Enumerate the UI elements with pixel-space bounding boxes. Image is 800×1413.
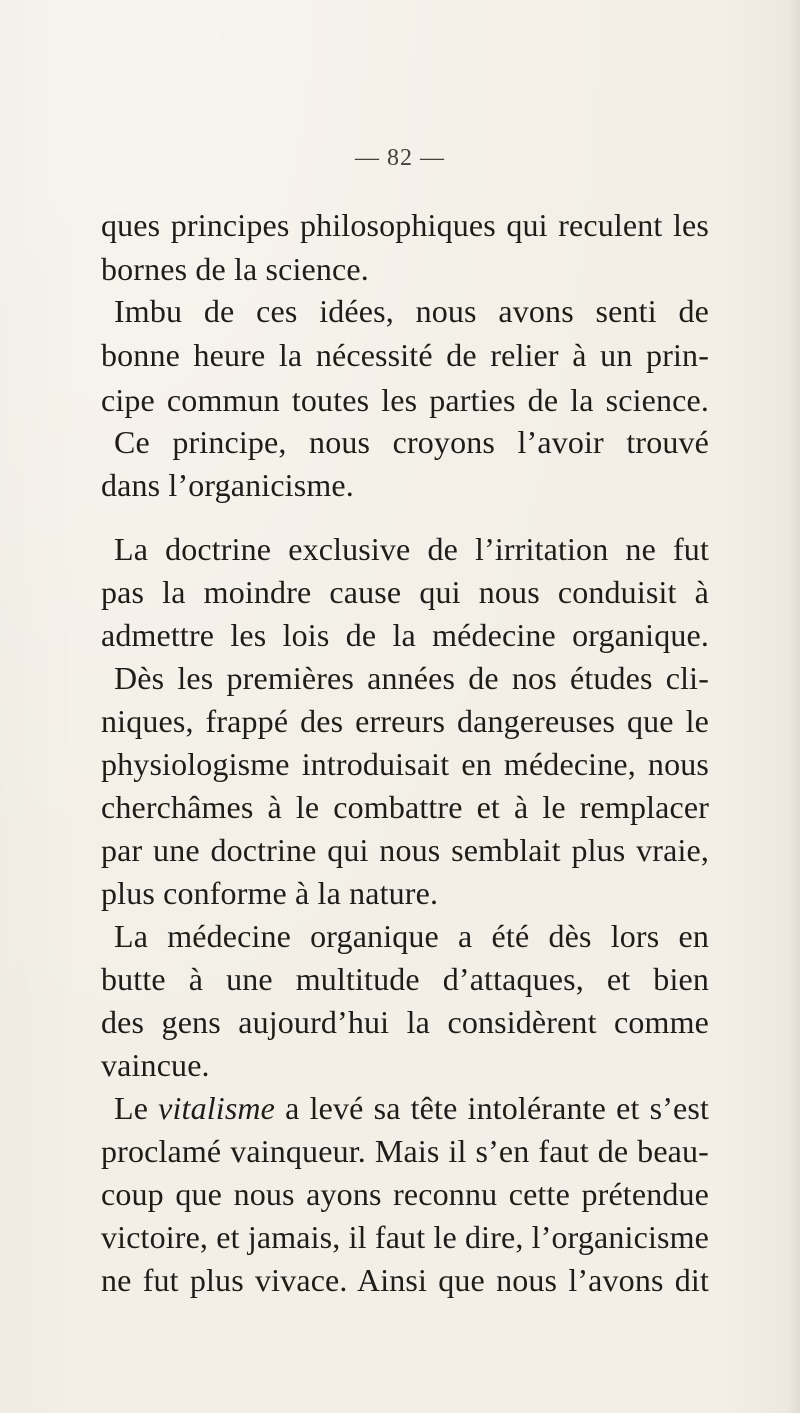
body-text-line-11: Dès les premières années de nos études cli- — [114, 660, 709, 696]
body-text-line-15: par une doctrine qui nous semblait plus vraie, — [101, 832, 709, 868]
body-text-line-3: Imbu de ces idées, nous avons senti de — [114, 293, 709, 329]
body-text-line-5: cipe commun toutes les parties de la science. — [101, 382, 709, 418]
body-text-line-21-start: Le — [114, 1090, 159, 1126]
body-text-line-17: La médecine organique a été dès lors en — [114, 918, 709, 954]
body-text-line-21-end: a levé sa tête intolérante et s’est — [275, 1090, 709, 1126]
body-text-line-10: admettre les lois de la médecine organique. — [101, 617, 709, 653]
body-text-line-2: bornes de la science. — [101, 251, 369, 287]
body-text-line-22: proclamé vainqueur. Mais il s’en faut de beau- — [101, 1133, 709, 1169]
body-text-line-14: cherchâmes à le combattre et à le remplacer — [101, 789, 709, 825]
body-text-line-23: coup que nous ayons reconnu cette prétendue — [101, 1176, 709, 1212]
body-text-line-25: ne fut plus vivace. Ainsi que nous l’avons dit — [101, 1262, 709, 1298]
page-number: — 82 — — [355, 145, 445, 171]
body-text-line-18: butte à une multitude d’attaques, et bien — [101, 961, 709, 997]
body-text-line-9: pas la moindre cause qui nous conduisit à — [101, 574, 709, 610]
body-text-line-21 — [114, 1088, 709, 1128]
body-text-line-8: La doctrine exclusive de l’irritation ne fut — [114, 531, 709, 567]
body-text-line-19: des gens aujourd’hui la considèrent comme — [101, 1004, 709, 1040]
body-text-line-4: bonne heure la nécessité de relier à un prin- — [101, 337, 709, 373]
body-text-line-12: niques, frappé des erreurs dangereuses que le — [101, 703, 709, 739]
body-text-line-20: vaincue. — [101, 1047, 210, 1083]
body-text-line-13: physiologisme introduisait en médecine, nous — [101, 746, 709, 782]
body-text-line-7: dans l’organicisme. — [101, 467, 354, 503]
body-text-line-1: ques principes philosophiques qui reculent les — [101, 207, 709, 243]
italic-term-vitalisme: vitalisme — [158, 1090, 276, 1126]
body-text-line-24: victoire, et jamais, il faut le dire, l’organicisme — [101, 1219, 709, 1255]
body-text-line-6: Ce principe, nous croyons l’avoir trouvé — [114, 424, 709, 460]
page-edge-shadow — [788, 0, 800, 1413]
body-text-line-16: plus conforme à la nature. — [101, 875, 439, 911]
